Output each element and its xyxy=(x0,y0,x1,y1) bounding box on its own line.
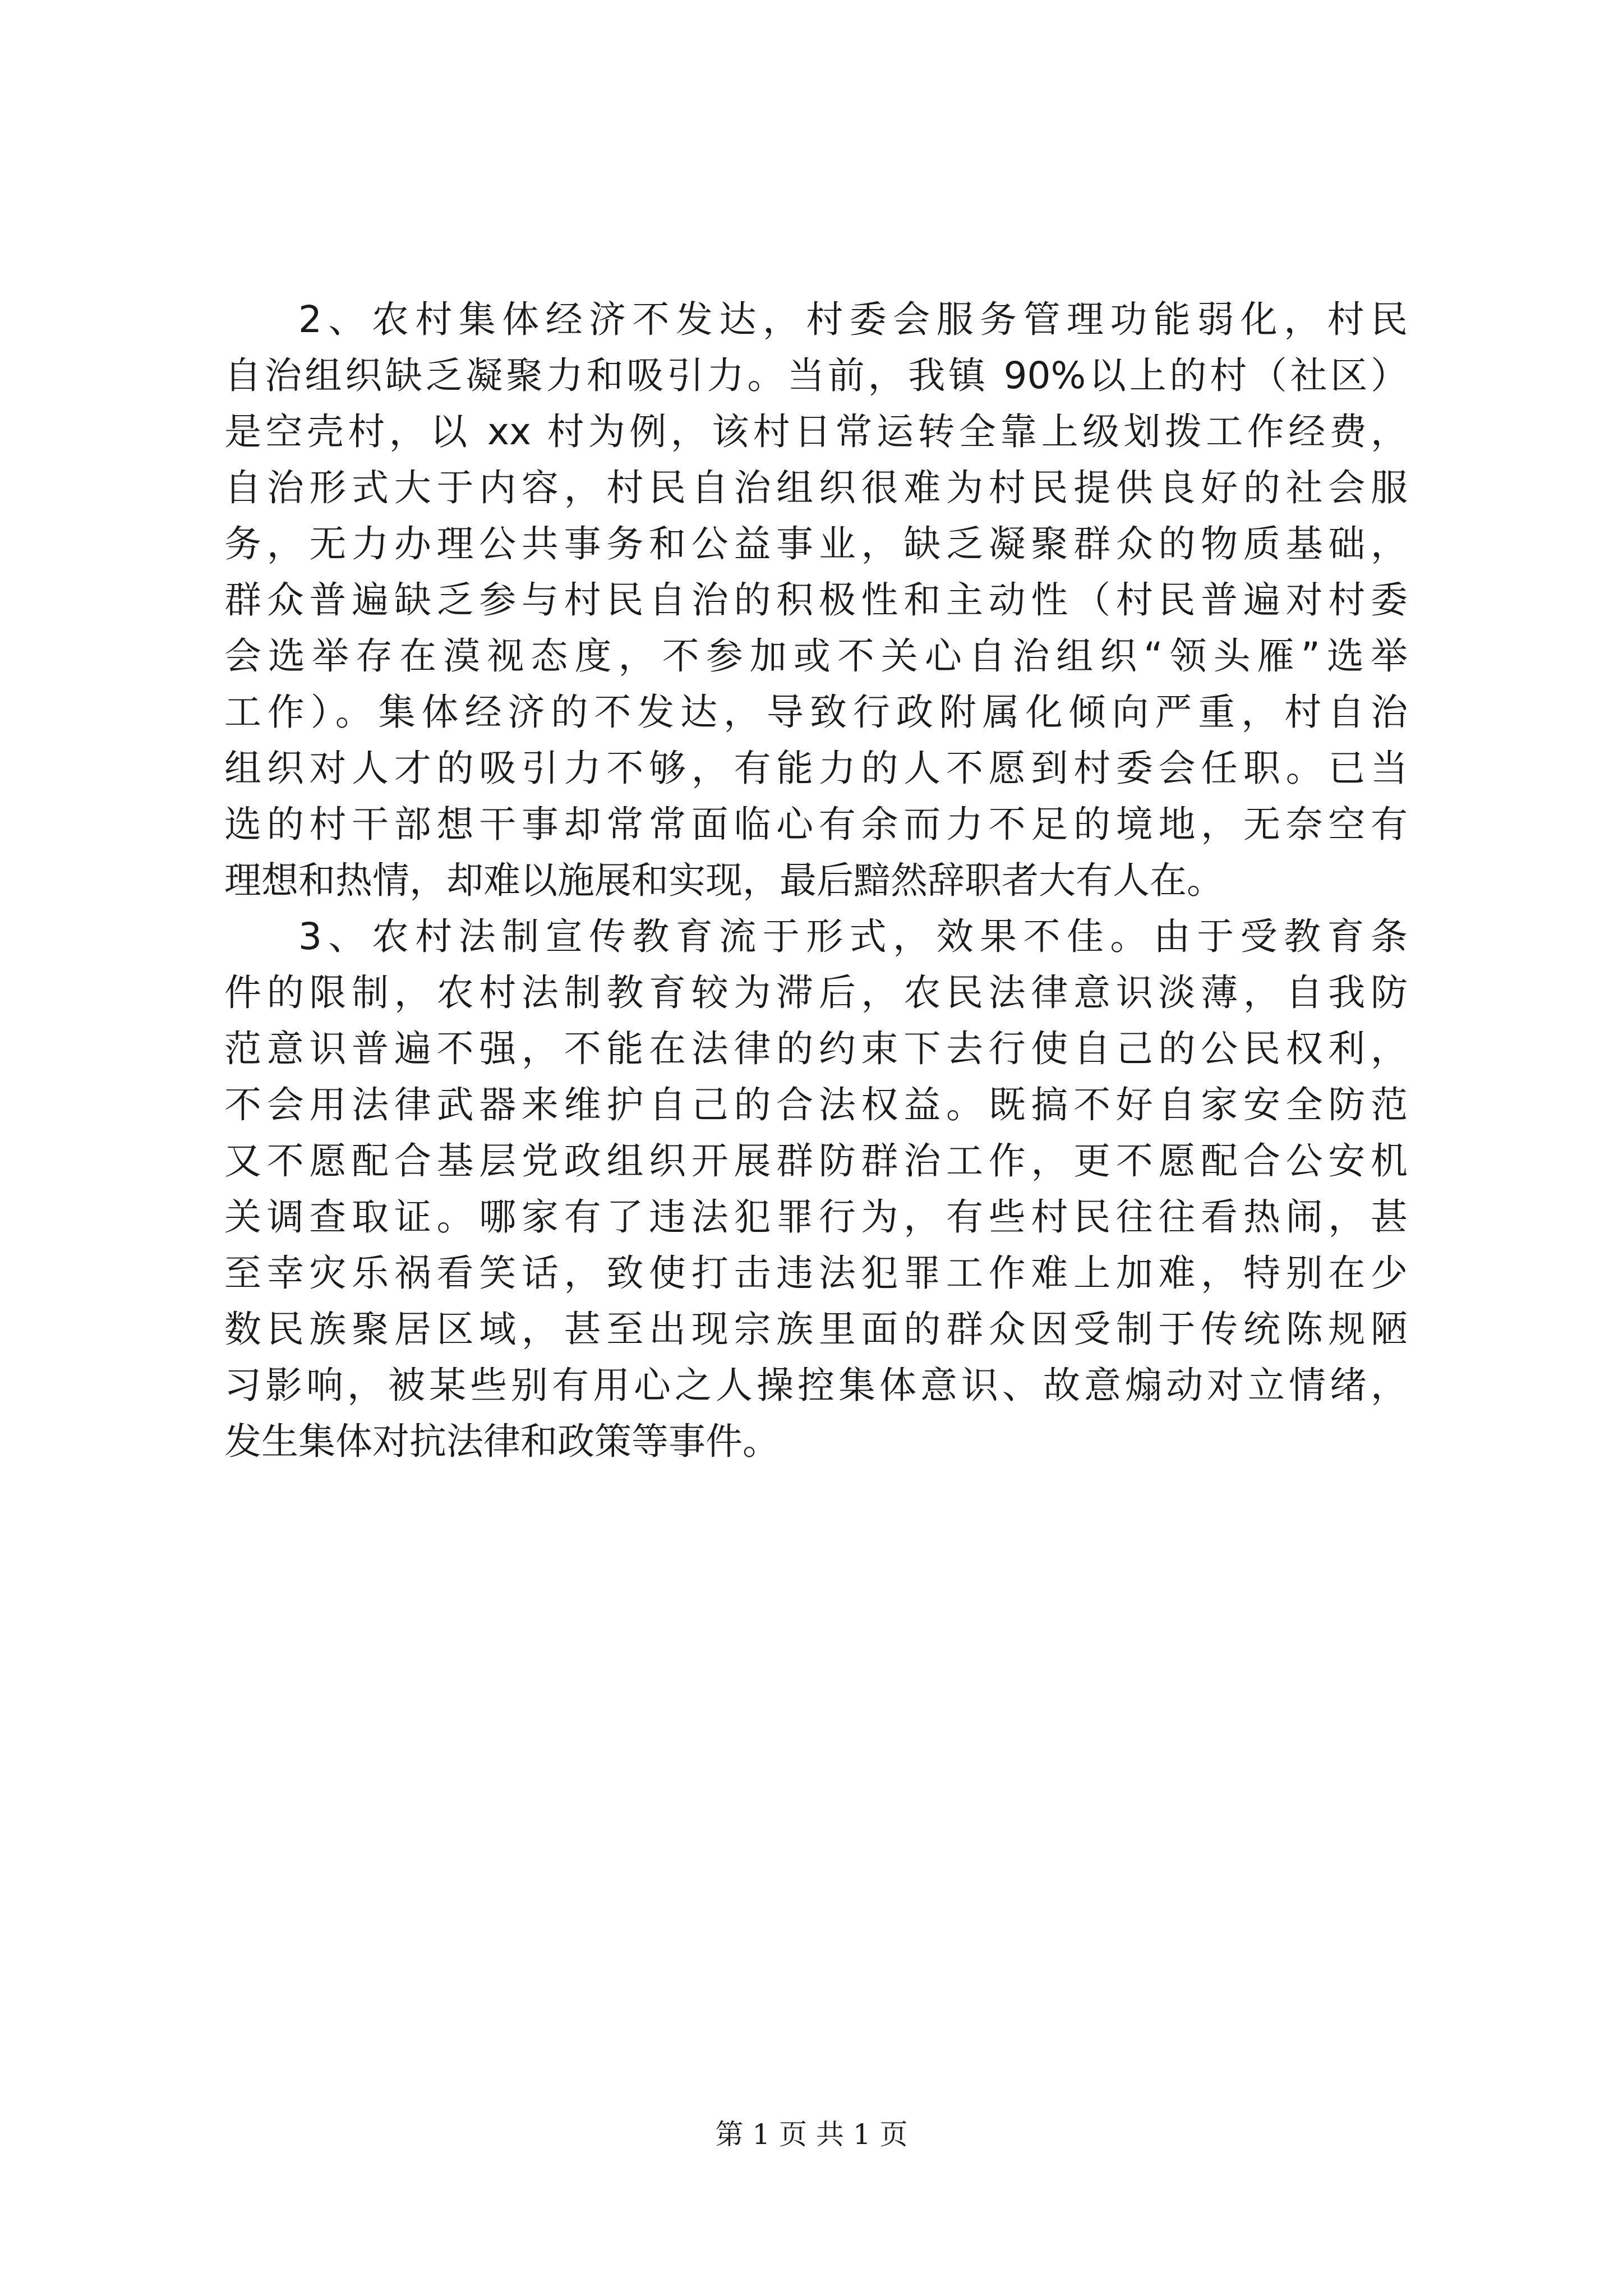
paragraph-1-line-9: 组织对人才的吸引力不够，有能力的人不愿到村委会任职。已当 xyxy=(224,747,1408,790)
paragraph-1-line-11: 理想和热情，却难以施展和实现，最后黯然辞职者大有人在。 xyxy=(224,859,1224,902)
paragraph-2-line-2: 件的限制，农村法制教育较为滞后，农民法律意识淡薄，自我防 xyxy=(224,971,1408,1014)
paragraph-1-line-4: 自治形式大于内容，村民自治组织很难为村民提供良好的社会服 xyxy=(224,466,1408,509)
paragraph-1-line-8: 工作）。集体经济的不发达，导致行政附属化倾向严重，村自治 xyxy=(224,691,1408,734)
paragraph-2-line-8: 数民族聚居区域，甚至出现宗族里面的群众因受制于传统陈规陋 xyxy=(224,1308,1408,1351)
paragraph-1-line-5: 务，无力办理公共事务和公益事业，缺乏凝聚群众的物质基础， xyxy=(224,522,1408,565)
paragraph-2-line-3: 范意识普遍不强，不能在法律的约束下去行使自己的公民权利， xyxy=(224,1027,1408,1070)
paragraph-2-line-5: 又不愿配合基层党政组织开展群防群治工作，更不愿配合公安机 xyxy=(224,1139,1408,1182)
paragraph-2-line-4: 不会用法律武器来维护自己的合法权益。既搞不好自家安全防范 xyxy=(224,1083,1408,1126)
page-footer: 第 1 页 共 1 页 xyxy=(715,2118,908,2151)
paragraph-2-line-10: 发生集体对抗法律和政策等事件。 xyxy=(224,1420,780,1463)
paragraph-1-line-3: 是空壳村，以 xx 村为例，该村日常运转全靠上级划拨工作经费， xyxy=(224,410,1408,453)
paragraph-1-line-2: 自治组织缺乏凝聚力和吸引力。当前，我镇 90%以上的村（社区） xyxy=(224,354,1408,397)
paragraph-2-line-1: 3、农村法制宣传教育流于形式，效果不佳。由于受教育条 xyxy=(298,915,1408,958)
paragraph-1-line-6: 群众普遍缺乏参与村民自治的积极性和主动性（村民普遍对村委 xyxy=(224,578,1408,622)
paragraph-1-line-1: 2、农村集体经济不发达，村委会服务管理功能弱化，村民 xyxy=(298,298,1408,341)
paragraph-1-line-7: 会选举存在漠视态度，不参加或不关心自治组织“领头雁”选举 xyxy=(224,634,1408,678)
paragraph-1-line-10: 选的村干部想干事却常常面临心有余而力不足的境地，无奈空有 xyxy=(224,803,1408,846)
paragraph-2-line-9: 习影响，被某些别有用心之人操控集体意识、故意煽动对立情绪， xyxy=(224,1364,1408,1407)
paragraph-2-line-7: 至幸灾乐祸看笑话，致使打击违法犯罪工作难上加难，特别在少 xyxy=(224,1251,1408,1295)
paragraph-2-line-6: 关调查取证。哪家有了违法犯罪行为，有些村民往往看热闹，甚 xyxy=(224,1195,1408,1239)
document-body xyxy=(224,292,1408,1470)
